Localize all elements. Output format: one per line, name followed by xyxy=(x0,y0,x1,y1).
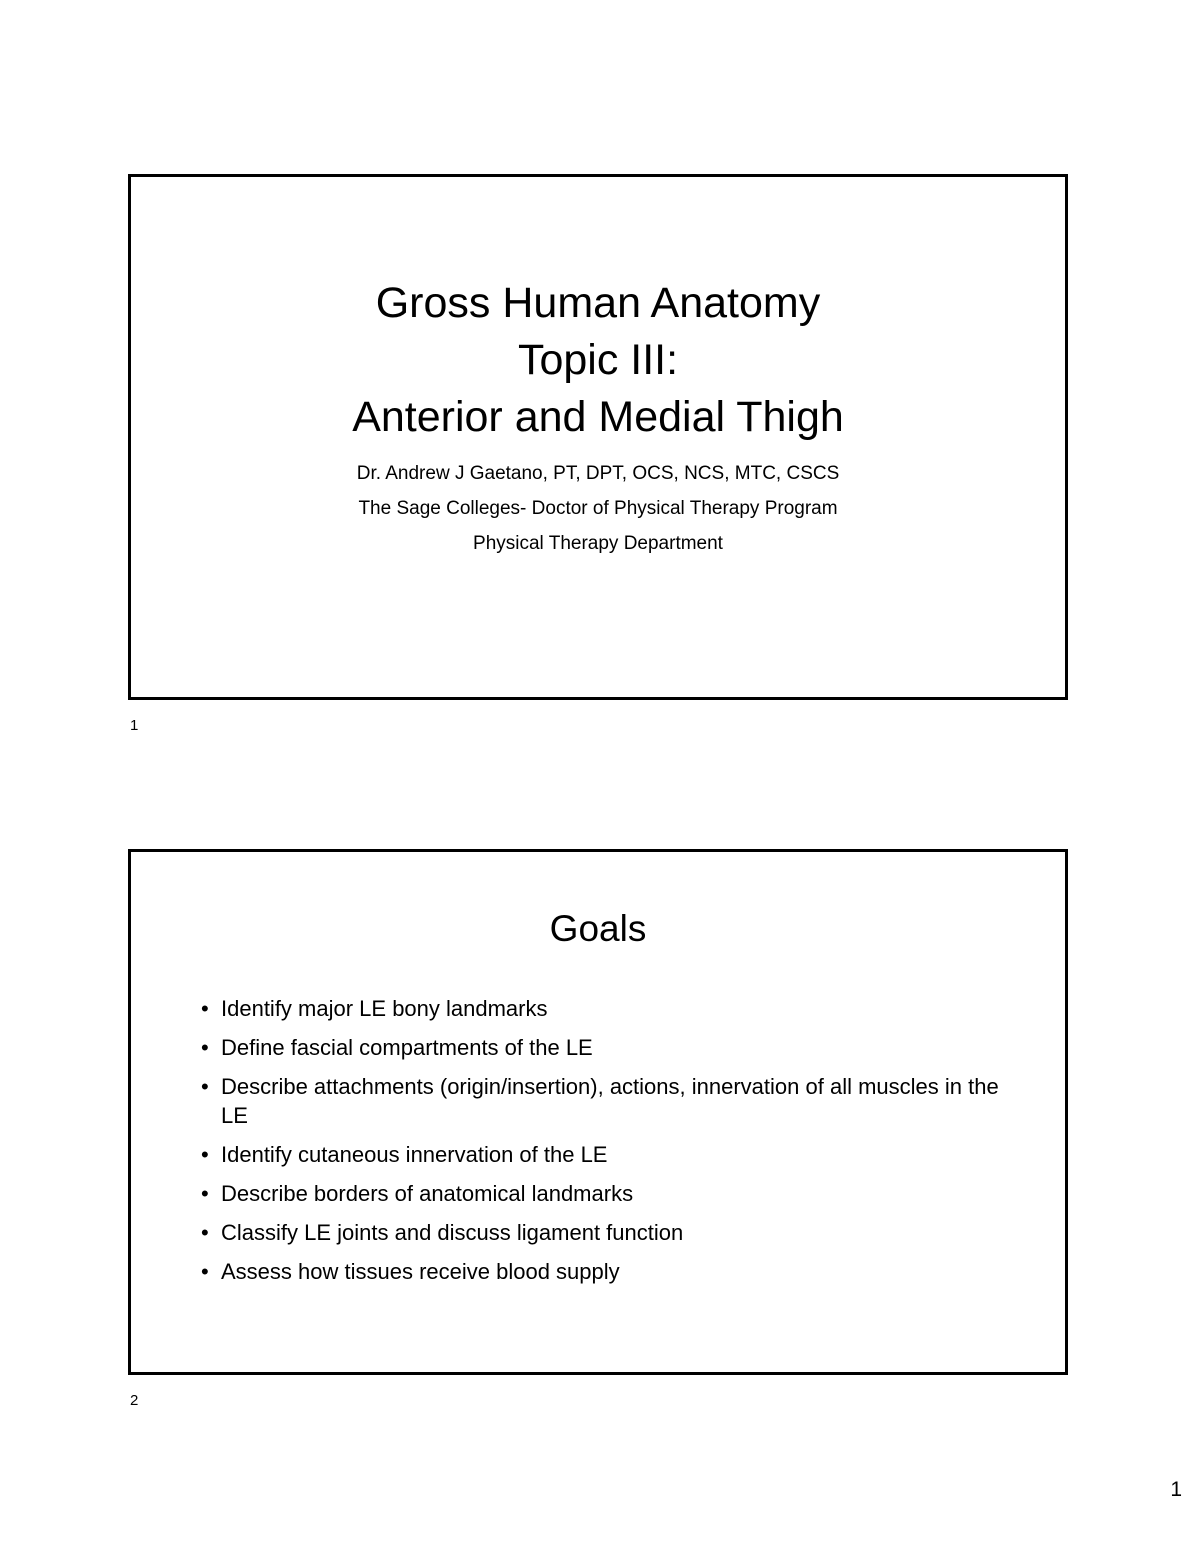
slide-1-title-line-2: Topic III: xyxy=(517,336,679,384)
goal-text: Identify cutaneous innervation of the LE xyxy=(221,1142,608,1167)
goals-list-item xyxy=(201,1179,1005,1208)
page-number: 1 xyxy=(1170,1478,1182,1501)
bullet-glyph: • xyxy=(201,1220,209,1245)
slide-1-number: 1 xyxy=(130,717,139,734)
bullet-glyph: • xyxy=(201,1142,209,1167)
goal-text: Describe borders of anatomical landmarks xyxy=(221,1181,634,1206)
goal-text: Classify LE joints and discuss ligament function xyxy=(221,1220,684,1245)
slide-1-title-block xyxy=(131,275,1065,561)
goals-list-item xyxy=(201,994,1005,1023)
slide-1-subtitle-block xyxy=(131,456,1065,561)
slide-1-department: Physical Therapy Department xyxy=(473,533,723,554)
slide-1-title-line-3: Anterior and Medial Thigh xyxy=(352,393,844,441)
goals-list-item xyxy=(201,1218,1005,1247)
slide-1-institution: The Sage Colleges- Doctor of Physical Therapy Program xyxy=(358,498,838,519)
goals-list-item xyxy=(201,1140,1005,1169)
bullet-glyph: • xyxy=(201,1074,209,1099)
bullet-glyph: • xyxy=(201,1181,209,1206)
bullet-glyph: • xyxy=(201,1259,209,1284)
bullet-glyph: • xyxy=(201,996,209,1021)
bullet-glyph: • xyxy=(201,1035,209,1060)
goals-list-item xyxy=(201,1072,1005,1130)
slide-2-title: Goals xyxy=(549,908,647,949)
goal-text: Identify major LE bony landmarks xyxy=(221,996,548,1021)
slide-2 xyxy=(128,849,1068,1375)
goals-list-item xyxy=(201,1257,1005,1286)
goals-list-item xyxy=(201,1033,1005,1062)
slide-2-number: 2 xyxy=(130,1392,139,1409)
slide-1-title-line-1: Gross Human Anatomy xyxy=(375,279,821,327)
goal-text: Define fascial compartments of the LE xyxy=(221,1035,593,1060)
goal-text: Assess how tissues receive blood supply xyxy=(221,1259,620,1284)
goals-list xyxy=(201,994,1005,1296)
slide-1-author: Dr. Andrew J Gaetano, PT, DPT, OCS, NCS, MTC, CSCS xyxy=(356,463,840,484)
slide-1 xyxy=(128,174,1068,700)
goal-text: Describe attachments (origin/insertion), actions, innervation of all muscles in the LE xyxy=(221,1074,999,1128)
